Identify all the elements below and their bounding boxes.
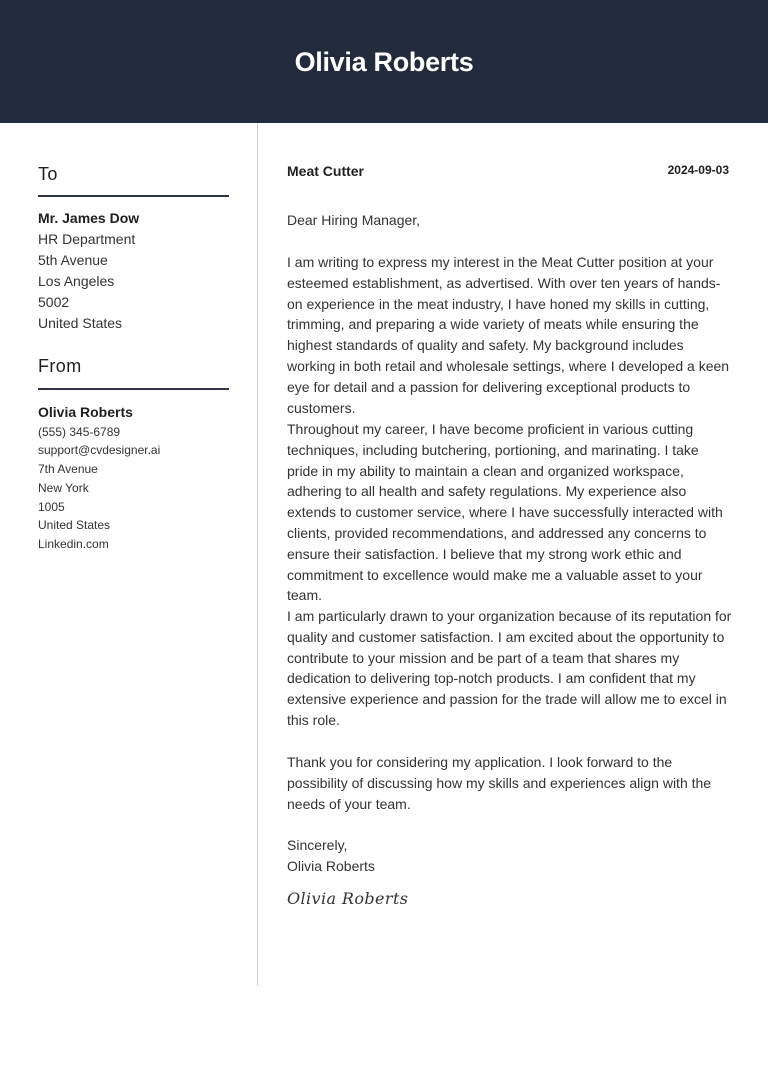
paragraph-1: I am writing to express my interest in the Meat Cutter position at your esteemed establishment, as advertised. With over ten years of hands-on experience in the meat industry, I have honed my skills in cutting, trimming, and preparing a wide variety of meats while ensuring the highest standards of quality and safety. My background includes working in both retail and wholesale settings, where I developed a keen eye for detail and a passion for delivering exceptional products to customers. [287,254,730,416]
to-section-title: To [38,164,58,184]
sender-city: New York [38,480,89,495]
sender-website: Linkedin.com [38,537,109,551]
closing: Sincerely, [287,837,348,853]
header-banner [0,0,768,123]
recipient-zip: 5002 [38,294,70,310]
recipient-address [38,208,248,334]
closing-name: Olivia Roberts [287,858,375,874]
letter-date: 2024-09-03 [667,163,729,177]
from-section-title: From [38,356,82,376]
handwritten-signature: Olivia Roberts [287,889,409,908]
paragraph-2: Throughout my career, I have become proficient in various cutting techniques, including butchering, portioning, and marinating. I take pride in my ability to maintain a clean and organized workspace, adhering to all health and safety regulations. My experience also extends to customer service, where I have successfully interacted with clients, provided recommendations, and addressed any concerns to ensure their satisfaction. I believe that my strong work ethic and commitment to excellence would make me a valuable asset to your team. [287,421,723,604]
sender-phone: (555) 345-6789 [38,424,121,439]
recipient-name: Mr. James Dow [38,210,140,226]
paragraph-3: I am particularly drawn to your organization because of its reputation for quality and customer satisfaction. I am excited about the opportunity to contribute to your mission and be part of a team that shares my dedication to delivering top-notch products. I am confident that my extensive experience and passion for the trade will allow me to excel in this role. [287,608,732,728]
recipient-department: HR Department [38,231,136,247]
applicant-name-heading: Olivia Roberts [294,47,474,77]
recipient-city: Los Angeles [38,273,115,289]
sender-email: support@cvdesigner.ai [38,443,161,458]
job-title: Meat Cutter [287,163,365,179]
paragraph-4: Thank you for considering my application. I look forward to the possibility of discussing how my skills and experiences align with the needs of your team. [287,754,712,812]
recipient-street: 5th Avenue [38,252,108,268]
recipient-country: United States [38,315,123,331]
column-divider [257,123,258,986]
sender-street: 7th Avenue [38,462,98,476]
to-section-rule [38,195,229,197]
sender-address [38,402,248,554]
sender-zip: 1005 [38,499,65,514]
sender-country: United States [38,518,111,533]
from-section-rule [38,388,229,390]
sender-name: Olivia Roberts [38,404,133,420]
greeting: Dear Hiring Manager, [287,212,421,228]
